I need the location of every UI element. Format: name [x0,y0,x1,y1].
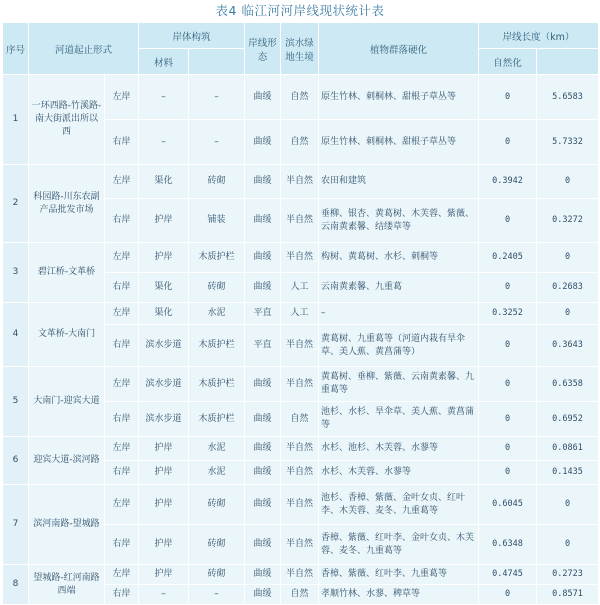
cell-hardened: 0 [537,525,599,565]
cell-material: – [189,120,245,165]
cell-segment: 望城路-红河南路西端 [29,565,105,605]
cell-habitat: 半自然 [281,437,319,461]
cell-plant: 孝顺竹林、水蓼、稗草等 [319,585,479,605]
cell-habitat: 半自然 [281,565,319,585]
cell-natural: 0.6045 [479,485,537,525]
cell-hardened: 0 [537,243,599,273]
cell-form: 曲缓 [245,243,281,273]
table-row [3,75,599,120]
cell-hardened: 0 [537,303,599,325]
cell-plant: 池杉、香樟、紫薇、金叶女贞、红叶李、木芙蓉、麦冬、九重葛等 [319,485,479,525]
cell-habitat: 半自然 [281,325,319,367]
cell-segment: 一环西路-竹溪路-南大街派出所以西 [29,75,105,165]
cell-natural: 0 [479,199,537,243]
cell-natural: 0.3252 [479,303,537,325]
cell-form: 曲缓 [245,199,281,243]
cell-natural: 0.4745 [479,565,537,585]
cell-habitat: 半自然 [281,367,319,402]
cell-material: 砖砌 [189,165,245,199]
header-plant: 植物群落硬化 [319,23,479,75]
cell-hardened: 0.2683 [537,273,599,303]
cell-no: 3 [3,243,29,303]
cell-structure: – [139,75,189,120]
cell-hardened: 0 [537,165,599,199]
cell-form: 曲缓 [245,367,281,402]
cell-no: 2 [3,165,29,243]
cell-form: 平直 [245,325,281,367]
header-material-detail [189,49,245,75]
cell-plant: 池杉、水杉、旱伞草、美人蕉、黄菖蒲等 [319,402,479,437]
cell-hardened: 0.3272 [537,199,599,243]
cell-structure: – [139,120,189,165]
cell-bank: 右岸 [105,199,139,243]
cell-natural: 0 [479,325,537,367]
cell-material: 水泥 [189,303,245,325]
cell-habitat: 自然 [281,402,319,437]
cell-form: 平直 [245,303,281,325]
cell-bank: 左岸 [105,165,139,199]
cell-structure: 渠化 [139,165,189,199]
cell-natural: 0 [479,402,537,437]
table-body [3,75,599,605]
cell-form: 曲缓 [245,437,281,461]
table-row [3,243,599,273]
cell-segment: 文革桥-大南门 [29,303,105,367]
cell-plant: 香樟、紫薇、红叶李、金叶女贞、木芙蓉、麦冬、九重葛等 [319,525,479,565]
header-habitat: 滨水绿地生境 [281,23,319,75]
table-caption: 表4 临江河河岸线现状统计表 [215,3,385,18]
cell-segment: 科园路-川东农副产品批发市场 [29,165,105,243]
cell-material: 水泥 [189,461,245,485]
header-form: 岸线形态 [245,23,281,75]
cell-segment: 大南门-迎宾大道 [29,367,105,437]
cell-form: 曲缓 [245,565,281,585]
cell-form: 曲缓 [245,525,281,565]
cell-plant: 垂柳、银杏、黄葛树、木芙蓉、紫薇、云南黄素馨、结缕草等 [319,199,479,243]
cell-bank: 右岸 [105,120,139,165]
cell-structure: 护岸 [139,565,189,585]
table-row [3,437,599,461]
cell-habitat: 半自然 [281,243,319,273]
header-hardened [537,49,599,75]
cell-bank: 左岸 [105,243,139,273]
cell-bank: 左岸 [105,367,139,402]
cell-habitat: 人工 [281,303,319,325]
cell-bank: 右岸 [105,325,139,367]
cell-plant: 水杉、木芙蓉、水蓼等 [319,461,479,485]
cell-habitat: 半自然 [281,525,319,565]
cell-natural: 0.3942 [479,165,537,199]
cell-natural: 0 [479,461,537,485]
cell-form: 曲缓 [245,273,281,303]
cell-hardened: 5.6583 [537,75,599,120]
cell-bank: 左岸 [105,565,139,585]
cell-bank: 左岸 [105,437,139,461]
cell-bank: 右岸 [105,461,139,485]
cell-structure: 滨水步道 [139,402,189,437]
cell-material: 砖砌 [189,273,245,303]
cell-no: 4 [3,303,29,367]
cell-plant: – [319,303,479,325]
cell-plant: 云南黄素馨、九重葛 [319,273,479,303]
cell-structure: 护岸 [139,525,189,565]
cell-form: 曲缓 [245,485,281,525]
cell-material: 木质护栏 [189,325,245,367]
cell-material: 砖砌 [189,485,245,525]
cell-natural: 0 [479,585,537,605]
cell-segment: 碧江桥-文革桥 [29,243,105,303]
cell-plant: 农田和建筑 [319,165,479,199]
cell-natural: 0 [479,367,537,402]
cell-no: 1 [3,75,29,165]
header-natural: 自然化 [479,49,537,75]
cell-bank: 右岸 [105,525,139,565]
cell-no: 8 [3,565,29,605]
cell-no: 6 [3,437,29,485]
cell-material: 木质护栏 [189,367,245,402]
cell-habitat: 半自然 [281,199,319,243]
cell-habitat: 半自然 [281,165,319,199]
cell-bank: 左岸 [105,75,139,120]
cell-material: – [189,75,245,120]
cell-material: 砖砌 [189,565,245,585]
cell-plant: 原生竹林、刺桐林、甜根子草丛等 [319,75,479,120]
cell-structure: – [139,585,189,605]
cell-hardened: 0.6952 [537,402,599,437]
cell-structure: 护岸 [139,437,189,461]
header-no: 序号 [3,23,29,75]
cell-form: 曲缓 [245,585,281,605]
cell-hardened: 0.6358 [537,367,599,402]
cell-natural: 0 [479,437,537,461]
cell-form: 曲缓 [245,75,281,120]
header-segment: 河道起止形式 [29,23,139,75]
cell-hardened: 0.0861 [537,437,599,461]
cell-plant: 构树、黄葛树、水杉、刺桐等 [319,243,479,273]
cell-material: 水泥 [189,437,245,461]
cell-form: 曲缓 [245,402,281,437]
cell-structure: 护岸 [139,461,189,485]
shoreline-table [2,22,599,605]
cell-hardened: 0.3643 [537,325,599,367]
cell-bank: 右岸 [105,273,139,303]
cell-structure: 渠化 [139,273,189,303]
cell-structure: 护岸 [139,199,189,243]
table-row [3,565,599,585]
cell-habitat: 半自然 [281,461,319,485]
cell-hardened: 0.1435 [537,461,599,485]
cell-natural: 0.2405 [479,243,537,273]
cell-plant: 香樟、紫薇、红叶李、九重葛等 [319,565,479,585]
table-row [3,485,599,525]
cell-bank: 左岸 [105,303,139,325]
cell-natural: 0 [479,75,537,120]
cell-bank: 左岸 [105,485,139,525]
table-row [3,165,599,199]
cell-material: 木质护栏 [189,243,245,273]
cell-material: – [189,585,245,605]
header-structure: 岸体构筑 [139,23,245,49]
cell-form: 曲缓 [245,120,281,165]
table-row [3,367,599,402]
cell-structure: 护岸 [139,485,189,525]
cell-habitat: 自然 [281,75,319,120]
cell-material: 木质护栏 [189,402,245,437]
cell-plant: 黄葛树、九重葛等（河道内栽有旱伞草、美人蕉、黄菖蒲等） [319,325,479,367]
cell-hardened: 0 [537,485,599,525]
cell-form: 曲缓 [245,165,281,199]
cell-habitat: 自然 [281,585,319,605]
header-material: 材料 [139,49,189,75]
cell-natural: 0 [479,120,537,165]
cell-segment: 迎宾大道-滨河路 [29,437,105,485]
cell-material: 铺装 [189,199,245,243]
cell-plant: 黄葛树、垂柳、紫薇、云南黄素馨、九重葛等 [319,367,479,402]
cell-hardened: 5.7332 [537,120,599,165]
cell-form: 曲缓 [245,461,281,485]
cell-structure: 滨水步道 [139,367,189,402]
cell-natural: 0.6348 [479,525,537,565]
cell-habitat: 半自然 [281,485,319,525]
cell-plant: 原生竹林、刺桐林、甜根子草丛等 [319,120,479,165]
table-row [3,303,599,325]
cell-bank: 右岸 [105,585,139,605]
cell-habitat: 自然 [281,120,319,165]
cell-segment: 滨河南路-望城路 [29,485,105,565]
cell-hardened: 0.2723 [537,565,599,585]
cell-no: 7 [3,485,29,565]
cell-structure: 护岸 [139,243,189,273]
header-length: 岸线长度（km） [479,23,599,49]
cell-structure: 滨水步道 [139,325,189,367]
cell-hardened: 0.8571 [537,585,599,605]
cell-material: 砖砌 [189,525,245,565]
cell-bank: 右岸 [105,402,139,437]
cell-no: 5 [3,367,29,437]
cell-plant: 水杉、池杉、木芙蓉、水蓼等 [319,437,479,461]
cell-natural: 0 [479,273,537,303]
cell-structure: 渠化 [139,303,189,325]
cell-habitat: 人工 [281,273,319,303]
